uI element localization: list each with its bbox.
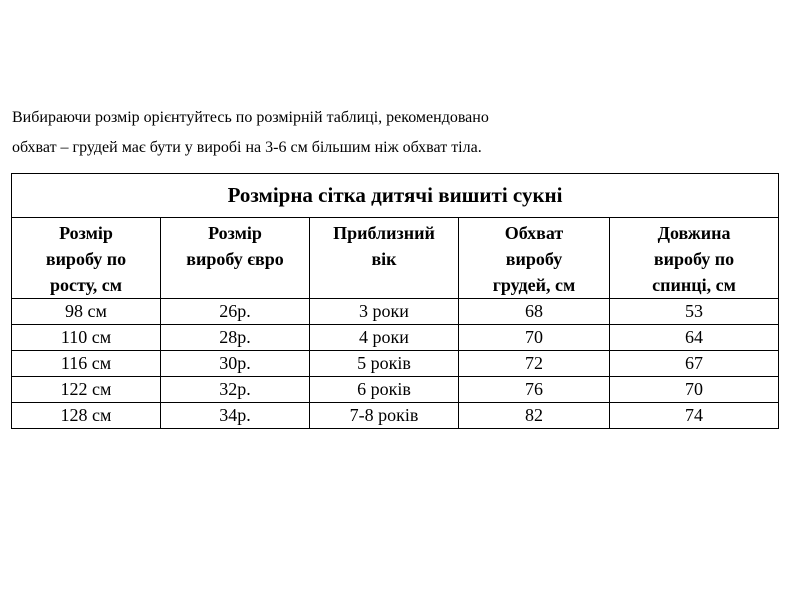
cell-back-length: 64 — [610, 325, 779, 351]
cell-euro-size: 28р. — [161, 325, 310, 351]
cell-chest-girth: 70 — [459, 325, 610, 351]
cell-height-size: 122 см — [12, 377, 161, 403]
table-row — [12, 299, 779, 325]
cell-height-size: 110 см — [12, 325, 161, 351]
cell-approx-age: 3 роки — [310, 299, 459, 325]
table-row — [12, 377, 779, 403]
cell-euro-size: 34р. — [161, 403, 310, 429]
cell-euro-size: 26р. — [161, 299, 310, 325]
cell-back-length: 67 — [610, 351, 779, 377]
cell-approx-age: 5 років — [310, 351, 459, 377]
cell-euro-size: 30р. — [161, 351, 310, 377]
cell-back-length: 74 — [610, 403, 779, 429]
cell-approx-age: 7-8 років — [310, 403, 459, 429]
table-row — [12, 351, 779, 377]
intro-text — [12, 103, 782, 163]
cell-chest-girth: 76 — [459, 377, 610, 403]
cell-chest-girth: 82 — [459, 403, 610, 429]
intro-line-1: Вибираючи розмір орієнтуйтесь по розмірній таблиці, рекомендовано — [12, 109, 489, 126]
cell-back-length: 70 — [610, 377, 779, 403]
cell-approx-age: 6 років — [310, 377, 459, 403]
intro-line-2: обхват – грудей має бути у виробі на 3-6 см більшим ніж обхват тіла. — [12, 139, 482, 156]
cell-height-size: 128 см — [12, 403, 161, 429]
header-approx-age: Приблизний вік — [310, 218, 459, 299]
cell-euro-size: 32р. — [161, 377, 310, 403]
cell-approx-age: 4 роки — [310, 325, 459, 351]
header-chest-girth: Обхват виробу грудей, см — [459, 218, 610, 299]
header-height-size: Розмір виробу по росту, см — [12, 218, 161, 299]
table-title: Розмірна сітка дитячі вишиті сукні — [12, 174, 779, 218]
cell-back-length: 53 — [610, 299, 779, 325]
cell-height-size: 116 см — [12, 351, 161, 377]
table-row — [12, 325, 779, 351]
table-row — [12, 403, 779, 429]
size-table — [11, 173, 779, 429]
header-euro-size: Розмір виробу євро — [161, 218, 310, 299]
header-back-length: Довжина виробу по спинці, см — [610, 218, 779, 299]
table-header-row — [12, 218, 779, 299]
cell-height-size: 98 см — [12, 299, 161, 325]
cell-chest-girth: 72 — [459, 351, 610, 377]
cell-chest-girth: 68 — [459, 299, 610, 325]
